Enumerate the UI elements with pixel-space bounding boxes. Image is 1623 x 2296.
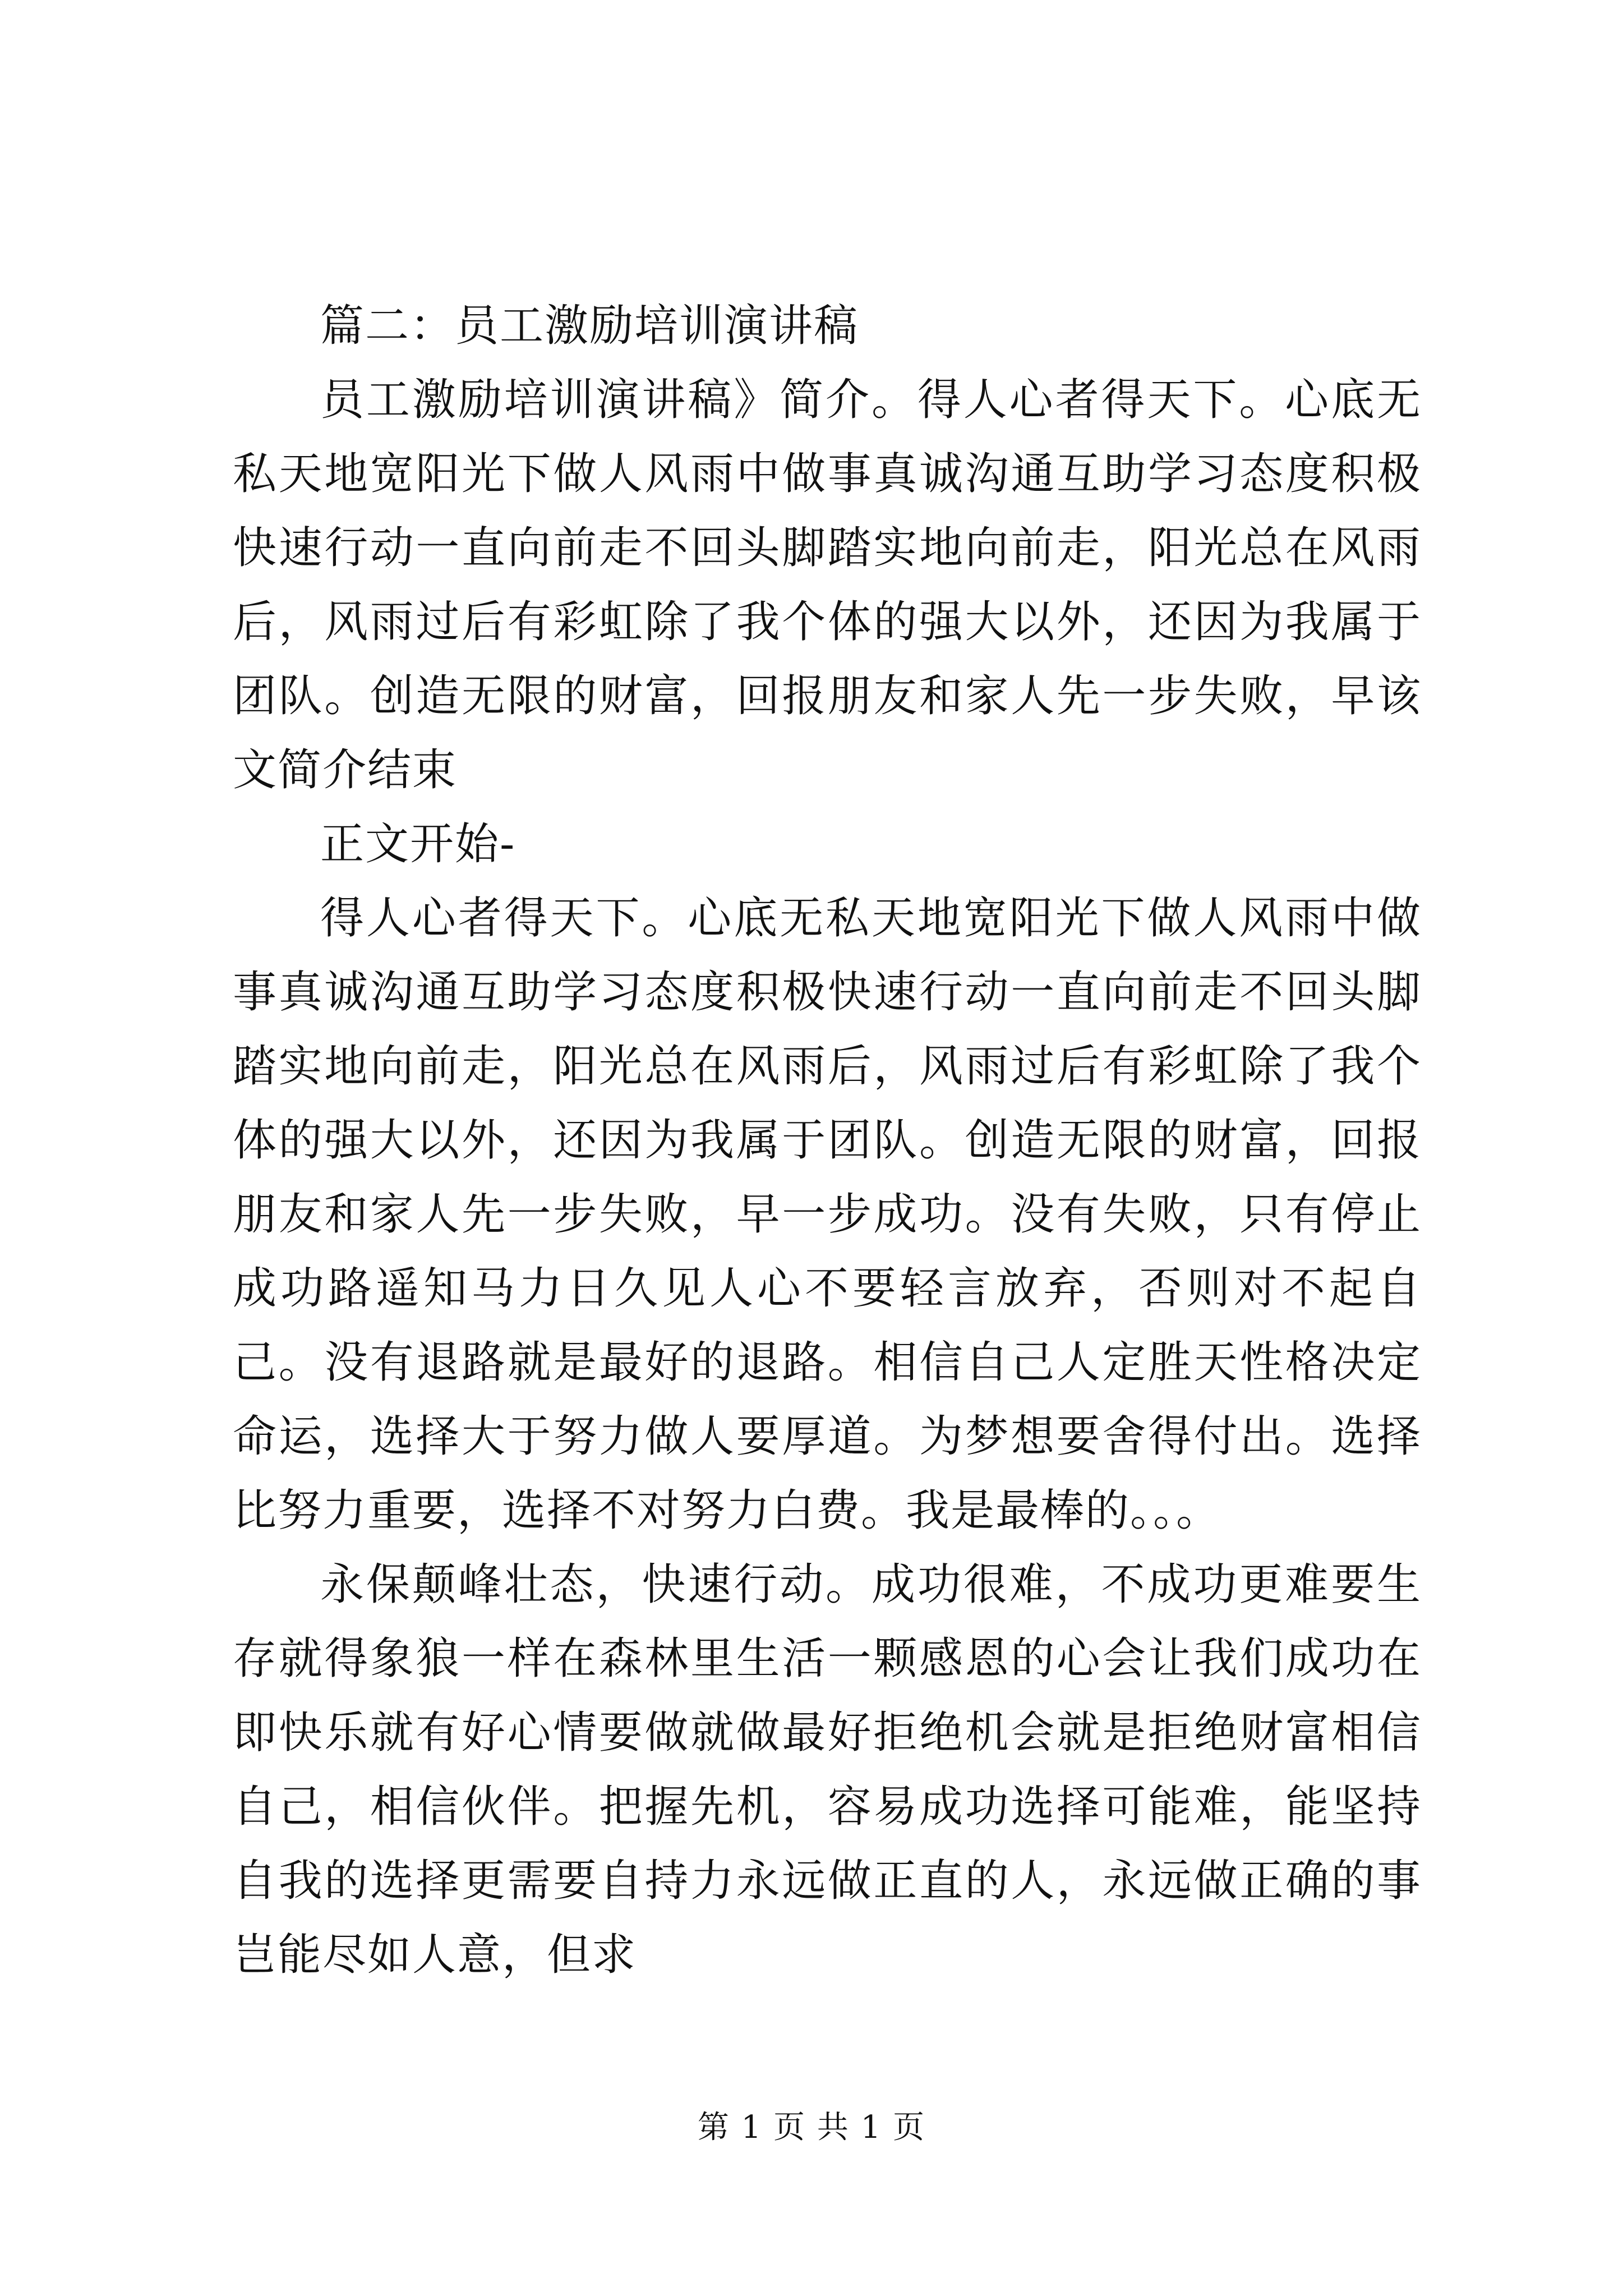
body-paragraph-2: 永保颠峰壮态，快速行动。成功很难，不成功更难要生存就得象狼一样在森林里生活一颗感恩的心会让我们成功在即快乐就有好心情要做就做最好拒绝机会就是拒绝财富相信自己，相信伙伴。把握先机，容易成功选择可能难，能坚持自我的选择更需要自持力永远做正直的人，永远做正确的事岂能尽如人意，但求 [233,1559,1422,1980]
section-heading: 篇二：员工激励培训演讲稿 [320,301,859,351]
body-start-marker: 正文开始- [320,819,516,869]
body-paragraph-1: 得人心者得天下。心底无私天地宽阳光下做人风雨中做事真诚沟通互助学习态度积极快速行动一直向前走不回头脚踏实地向前走，阳光总在风雨后，风雨过后有彩虹除了我个体的强大以外，还因为我属于团队。创造无限的财富，回报朋友和家人先一步失败，早一步成功。没有失败，只有停止成功路遥知马力日久见人心不要轻言放弃，否则对不起自己。没有退路就是最好的退路。相信自己人定胜天性格决定命运，选择大于努力做人要厚道。为梦想要舍得付出。选择比努力重要，选择不对努力白费。我是最棒的。。。 [233,893,1422,1536]
page-footer: 第 1 页 共 1 页 [697,2109,926,2146]
document-body [233,289,1422,1992]
summary-paragraph: 员工激励培训演讲稿》简介。得人心者得天下。心底无私天地宽阳光下做人风雨中做事真诚沟通互助学习态度积极快速行动一直向前走不回头脚踏实地向前走，阳光总在风雨后，风雨过后有彩虹除了我个体的强大以外，还因为我属于团队。创造无限的财富，回报朋友和家人先一步失败，早该文简介结束 [233,375,1422,795]
